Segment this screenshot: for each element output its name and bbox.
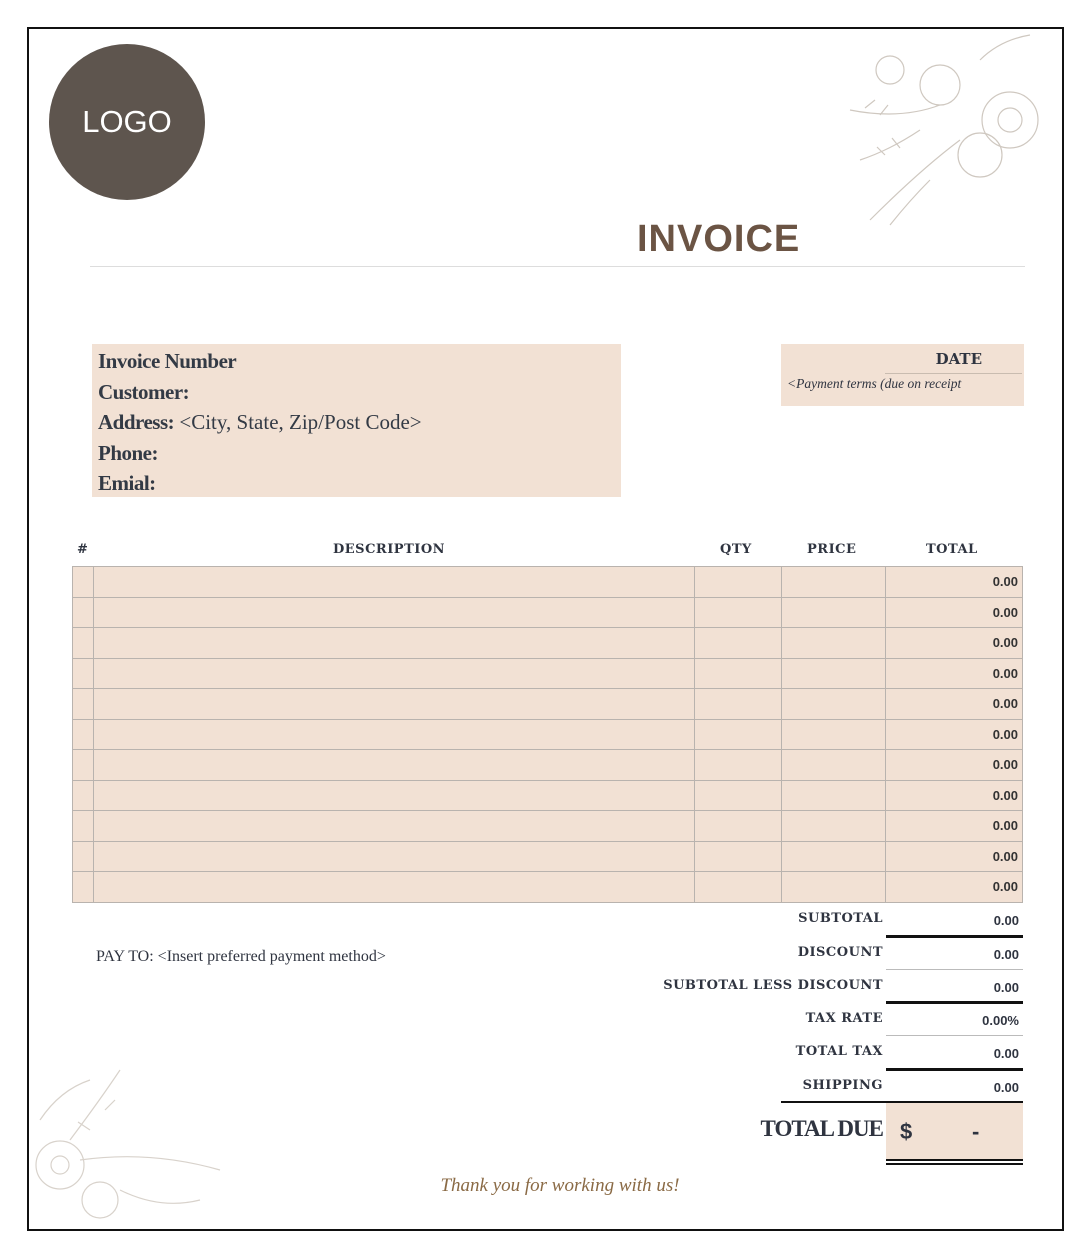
cell-total[interactable]: 0.00 xyxy=(886,658,1023,689)
cell-total[interactable]: 0.00 xyxy=(886,872,1023,903)
cell-total[interactable]: 0.00 xyxy=(886,750,1023,781)
cell-number[interactable] xyxy=(73,689,94,720)
cell-description[interactable] xyxy=(93,567,694,598)
cell-total[interactable]: 0.00 xyxy=(886,841,1023,872)
col-header-price: PRICE xyxy=(807,542,857,557)
cell-total[interactable]: 0.00 xyxy=(886,628,1023,659)
table-row xyxy=(73,719,1023,750)
invoice-number-label: Invoice Number xyxy=(98,349,237,373)
cell-qty[interactable] xyxy=(695,689,782,720)
cell-price[interactable] xyxy=(782,811,886,842)
summary-value[interactable]: 0.00 xyxy=(993,980,1019,995)
cell-description[interactable] xyxy=(93,750,694,781)
table-row xyxy=(73,567,1023,598)
divider xyxy=(886,1068,1023,1071)
cell-number[interactable] xyxy=(73,811,94,842)
cell-qty[interactable] xyxy=(695,841,782,872)
summary-label: TAX RATE xyxy=(805,1011,883,1026)
address-label: Address: xyxy=(98,410,175,434)
table-row xyxy=(73,597,1023,628)
col-header-total: TOTAL xyxy=(926,542,978,557)
cell-price[interactable] xyxy=(782,872,886,903)
divider xyxy=(886,969,1023,970)
table-row xyxy=(73,811,1023,842)
customer-label: Customer: xyxy=(98,379,190,404)
cell-qty[interactable] xyxy=(695,658,782,689)
divider xyxy=(886,935,1023,938)
cell-price[interactable] xyxy=(782,841,886,872)
cell-price[interactable] xyxy=(782,689,886,720)
cell-description[interactable] xyxy=(93,597,694,628)
cell-price[interactable] xyxy=(782,597,886,628)
summary-label: TOTAL TAX xyxy=(795,1044,883,1059)
summary-label: SUBTOTAL xyxy=(798,911,883,926)
cell-description[interactable] xyxy=(93,811,694,842)
cell-description[interactable] xyxy=(93,719,694,750)
cell-number[interactable] xyxy=(73,719,94,750)
cell-number[interactable] xyxy=(73,750,94,781)
summary-value[interactable]: 0.00 xyxy=(993,947,1019,962)
cell-qty[interactable] xyxy=(695,719,782,750)
cell-number[interactable] xyxy=(73,841,94,872)
currency-symbol: $ xyxy=(900,1119,913,1144)
cell-price[interactable] xyxy=(782,780,886,811)
cell-description[interactable] xyxy=(93,689,694,720)
email-label: Emial: xyxy=(98,471,156,495)
table-row xyxy=(73,628,1023,659)
summary-label: SHIPPING xyxy=(802,1078,883,1093)
table-row xyxy=(73,872,1023,903)
cell-total[interactable]: 0.00 xyxy=(886,811,1023,842)
summary-value[interactable]: 0.00 xyxy=(993,913,1019,928)
cell-number[interactable] xyxy=(73,628,94,659)
summary-value[interactable]: 0.00 xyxy=(993,1046,1019,1061)
cell-qty[interactable] xyxy=(695,567,782,598)
cell-qty[interactable] xyxy=(695,872,782,903)
invoice-title: INVOICE xyxy=(637,218,801,260)
total-due-label: TOTAL DUE xyxy=(760,1116,883,1141)
cell-total[interactable]: 0.00 xyxy=(886,719,1023,750)
thank-you-message: Thank you for working with us! xyxy=(440,1175,680,1196)
cell-qty[interactable] xyxy=(695,750,782,781)
table-row xyxy=(73,689,1023,720)
divider xyxy=(886,1001,1023,1004)
cell-price[interactable] xyxy=(782,628,886,659)
table-row xyxy=(73,750,1023,781)
cell-total[interactable]: 0.00 xyxy=(886,689,1023,720)
cell-description[interactable] xyxy=(93,872,694,903)
cell-price[interactable] xyxy=(782,719,886,750)
cell-number[interactable] xyxy=(73,872,94,903)
divider xyxy=(886,1035,1023,1036)
payment-terms[interactable]: <Payment terms (due on receipt xyxy=(787,376,962,391)
cell-description[interactable] xyxy=(93,841,694,872)
total-due-box xyxy=(886,1103,1023,1160)
floral-decoration-icon xyxy=(830,30,1062,230)
cell-total[interactable]: 0.00 xyxy=(886,597,1023,628)
customer-info-box[interactable] xyxy=(92,344,621,497)
cell-description[interactable] xyxy=(93,780,694,811)
line-items-table xyxy=(72,566,1023,903)
cell-description[interactable] xyxy=(93,628,694,659)
summary-value[interactable]: 0.00% xyxy=(982,1013,1019,1028)
col-header-qty: QTY xyxy=(720,542,752,557)
col-header-number: # xyxy=(77,542,89,557)
cell-qty[interactable] xyxy=(695,811,782,842)
date-label: DATE xyxy=(935,350,982,368)
cell-price[interactable] xyxy=(782,658,886,689)
cell-total[interactable]: 0.00 xyxy=(886,780,1023,811)
total-due-value: - xyxy=(972,1119,980,1144)
divider xyxy=(886,1163,1023,1165)
cell-number[interactable] xyxy=(73,567,94,598)
cell-number[interactable] xyxy=(73,658,94,689)
cell-price[interactable] xyxy=(782,567,886,598)
summary-label: SUBTOTAL LESS DISCOUNT xyxy=(663,978,883,993)
pay-to-text[interactable]: PAY TO: <Insert preferred payment method> xyxy=(96,948,386,965)
cell-total[interactable]: 0.00 xyxy=(886,567,1023,598)
col-header-description: DESCRIPTION xyxy=(333,542,446,557)
divider xyxy=(90,266,1025,267)
address-value[interactable]: <City, State, Zip/Post Code> xyxy=(179,410,422,434)
divider xyxy=(886,1159,1023,1161)
cell-number[interactable] xyxy=(73,597,94,628)
table-row xyxy=(73,841,1023,872)
cell-qty[interactable] xyxy=(695,780,782,811)
cell-qty[interactable] xyxy=(695,628,782,659)
cell-number[interactable] xyxy=(73,780,94,811)
table-row xyxy=(73,658,1023,689)
summary-value[interactable]: 0.00 xyxy=(993,1080,1019,1095)
cell-qty[interactable] xyxy=(695,597,782,628)
floral-decoration-icon xyxy=(30,1060,230,1230)
cell-price[interactable] xyxy=(782,750,886,781)
summary-label: DISCOUNT xyxy=(797,945,883,960)
logo-placeholder: LOGO xyxy=(49,44,205,200)
cell-description[interactable] xyxy=(93,658,694,689)
divider xyxy=(885,373,1022,374)
date-box[interactable] xyxy=(781,344,1024,406)
table-row xyxy=(73,780,1023,811)
phone-label: Phone: xyxy=(98,440,158,465)
